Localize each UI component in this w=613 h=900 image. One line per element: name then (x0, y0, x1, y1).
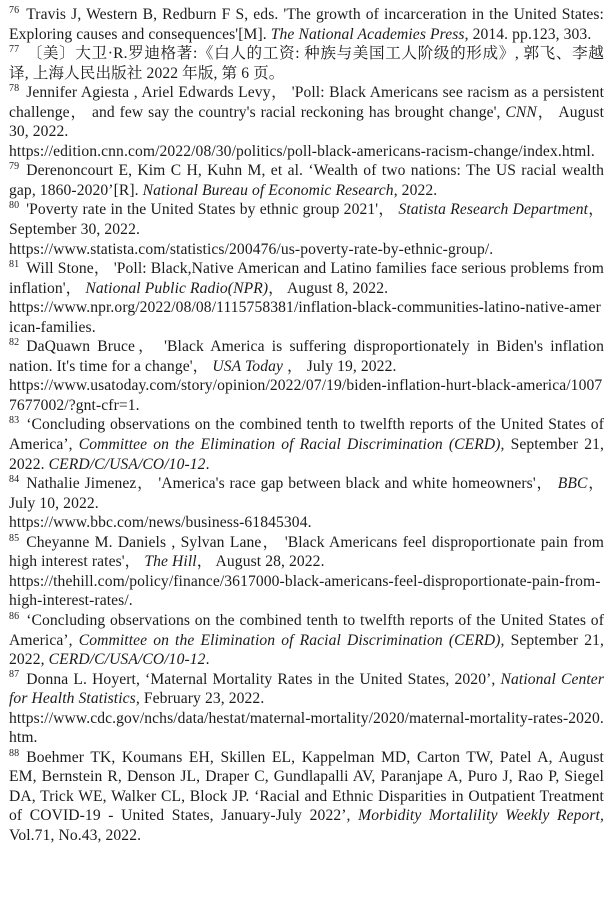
footnote-number: 76 (9, 4, 20, 16)
footnote-number: 82 (9, 337, 20, 349)
footnote-number: 86 (9, 610, 20, 622)
footnote-text: . (205, 455, 210, 473)
footnote-text: ， August 28, 2022. (196, 553, 325, 571)
footnote-number: 77 (9, 43, 20, 55)
footnote (9, 474, 604, 533)
footnote-number: 79 (9, 161, 20, 173)
footnote-text: Derenoncourt E, Kim C H, Kuhn M, et al. ‘Wealth of two nations: The US racial wealth gap, 1860-2020’[R]. (9, 162, 604, 199)
footnote-text: 'Poverty rate in the United States by ethnic group 2021'， (26, 201, 399, 219)
footnote-text: ， August 30, 2022. (9, 103, 604, 141)
footnote-text: CERD/C/USA/CO/10-12 (48, 455, 206, 473)
footnote-text: National Public Radio(NPR) (85, 279, 269, 297)
footnote-text: DaQuawn Bruce， 'Black America is suffering disproportionately in Biden's inflation nation. It's time for a change'， (9, 338, 604, 375)
footnote-url: https://edition.cnn.com/2022/08/30/politics/poll-black-americans-racism-change/index.html. (9, 142, 595, 160)
footnote (9, 44, 604, 83)
footnote-text: . (205, 651, 210, 669)
footnote (9, 533, 604, 611)
footnote (9, 161, 604, 200)
footnote-text: CNN (505, 103, 537, 121)
footnote-text: Will Stone， 'Poll: Black,Native American and Latino families face serious problems from inflation'， (9, 260, 604, 297)
footnote-text: Jennifer Agiesta , Ariel Edwards Levy， 'Poll: Black Americans see racism as a persistent challenge， and few say the country's racial reckoning has brought change', (9, 84, 604, 121)
footnote-text: Nathalie Jimenez， 'America's race gap between black and white homeowners'， (26, 475, 558, 493)
footnote-text: ， July 19, 2022. (283, 357, 397, 375)
footnote-text: ‘Concluding observations on the combined tenth to twelfth reports of the United States of America’, (9, 416, 604, 454)
footnote-text: CERD/C/USA/CO/10-12 (48, 651, 206, 669)
footnote-text: Vol.71, No.43, 2022. (9, 826, 142, 844)
footnote (9, 200, 604, 259)
footnote-text: Boehmer TK, Koumans EH, Skillen EL, Kappelman MD, Carton TW, Patel A, August EM, Bernstein R, Denson JL, Draper C, Gundlapalli AV, Paranjape A, Puro J, Rao P, Siegel DA, Trick WE, Walker CL, Block JP. ‘Racial and Ethnic Disparities in Outpatient Treatment of COVID-19 - United States, January-July 2022’, (9, 748, 604, 825)
footnote-number: 87 (9, 669, 20, 681)
footnote-number: 80 (9, 200, 20, 212)
footnote-text: The Hill (144, 553, 197, 571)
footnote (9, 337, 604, 415)
footnote-url: https://www.usatoday.com/story/opinion/2022/07/19/biden-inflation-hurt-black-america/10077677002/?gnt-cfr=1. (9, 377, 603, 414)
footnote-text: ， September 30, 2022. (9, 201, 604, 239)
footnote-number: 84 (9, 473, 20, 485)
footnote (9, 670, 604, 748)
footnote-text: Statista Research Department (398, 201, 589, 219)
footnote-text: Committee on the Elimination of Racial Discrimination (CERD), (78, 436, 505, 454)
footnote-text: National Bureau of Economic Research (142, 181, 394, 199)
footnote (9, 259, 604, 337)
footnote-text: September 21, 2022. (9, 436, 604, 473)
footnote-text: , 2022. (393, 181, 438, 199)
footnote-text: Donna L. Hoyert, ‘Maternal Mortality Rates in the United States, 2020’, (26, 670, 501, 688)
footnote-text: USA Today (212, 357, 284, 375)
footnote-text: 〔美〕大卫·R.罗迪格著:《白人的工资: 种族与美国工人阶级的形成》, 郭飞、李越译, 上海人民出版社 2022 年版, 第 6 页。 (9, 45, 604, 82)
footnote-text: September 21, 2022, (9, 631, 604, 669)
footnote (9, 5, 604, 44)
footnote-text: Travis J, Western B, Redburn F S, eds. 'The growth of incarceration in the United States: Exploring causes and consequences'[M]. (9, 6, 604, 43)
footnote-text: Cheyanne M. Daniels , Sylvan Lane， 'Black Americans feel disproportionate pain from high interest rates'， (9, 533, 604, 571)
footnote-text: ， July 10, 2022. (9, 475, 604, 512)
footnote-text: National Center for Health Statistics, (9, 670, 604, 708)
footnote-number: 78 (9, 83, 20, 94)
footnote-text: Committee on the Elimination of Racial Discrimination (CERD), (78, 631, 505, 649)
footnote (9, 748, 604, 846)
footnote-number: 88 (9, 747, 20, 759)
footnote-text: BBC (557, 475, 588, 493)
footnote-url: https://www.bbc.com/news/business-61845304. (9, 514, 312, 532)
footnote-url: https://www.npr.org/2022/08/08/1115758381/inflation-black-communities-latino-native-american-families. (9, 299, 601, 336)
footnote-url: https://thehill.com/policy/finance/3617000-black-americans-feel-disproportionate-pain-from-high-interest-rates/. (9, 572, 601, 610)
footnote (9, 611, 604, 670)
footnote-number: 85 (9, 532, 20, 544)
footnote (9, 83, 604, 161)
footnote-text: February 23, 2022. (139, 690, 265, 708)
footnote-number: 81 (9, 258, 20, 270)
footnote-text: ‘Concluding observations on the combined tenth to twelfth reports of the United States of America’, (9, 611, 604, 649)
footnote-list (9, 5, 604, 846)
footnote-text: The National Academies Press (270, 25, 465, 43)
footnote-text: Morbidity Mortalility Weekly Report, (358, 807, 604, 825)
footnote-text: , 2014. pp.123, 303. (464, 25, 592, 43)
footnote (9, 415, 604, 474)
footnote-text: ， August 8, 2022. (268, 279, 389, 297)
footnote-number: 83 (9, 415, 20, 427)
footnote-url: https://www.cdc.gov/nchs/data/hestat/maternal-mortality/2020/maternal-mortality-rates-2020.htm. (9, 709, 604, 747)
footnote-url: https://www.statista.com/statistics/200476/us-poverty-rate-by-ethnic-group/. (9, 240, 494, 258)
